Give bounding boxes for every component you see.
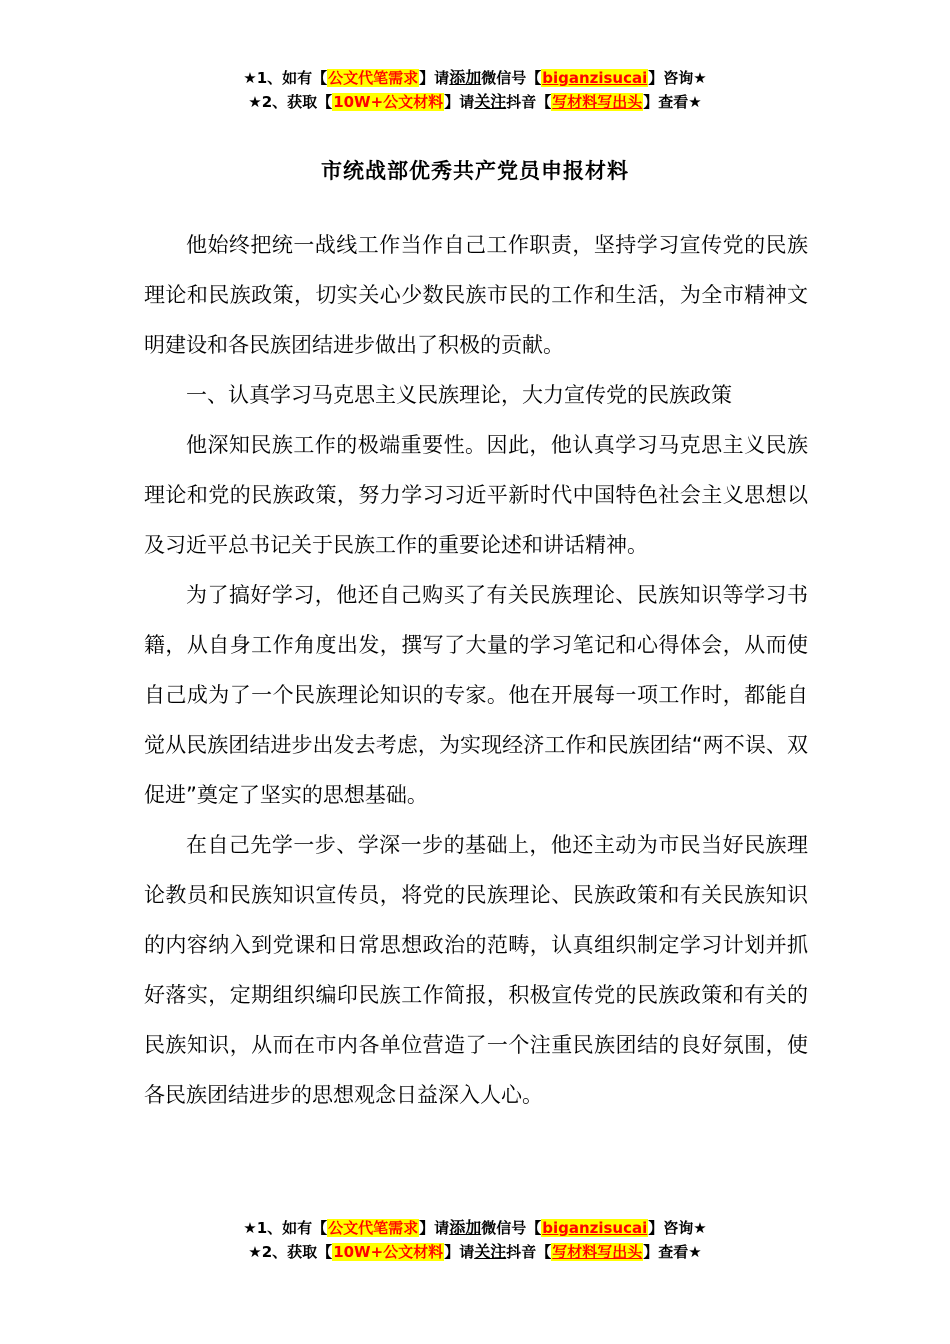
document-body xyxy=(144,220,808,1120)
promo-highlight-douyin-account: 写材料写出头 xyxy=(552,93,643,111)
promo-line-1: ★1、如有【公文代笔需求】请添加微信号【biganzisucai】咨询★ xyxy=(243,1218,707,1237)
document-title: 市统战部优秀共产党员申报材料 xyxy=(321,159,629,183)
promo-highlight-materials: 10W+公文材料 xyxy=(333,93,444,111)
promo-highlight-service: 公文代笔需求 xyxy=(328,69,419,87)
paragraph-intro: 他始终把统一战线工作当作自己工作职责，坚持学习宣传党的民族理论和民族政策，切实关心少数民族市民的工作和生活，为全市精神文明建设和各民族团结进步做出了积极的贡献。 xyxy=(144,233,808,357)
paragraph-self-study: 为了搞好学习，他还自己购买了有关民族理论、民族知识等学习书籍，从自身工作角度出发，撰写了大量的学习笔记和心得体会，从而使自己成为了一个民族理论知识的专家。他在开展每一项工作时，都能自觉从民族团结进步出发去考虑，为实现经济工作和民族团结“两不误、双促进”奠定了坚实的思想基础。 xyxy=(144,583,808,807)
promo-highlight-wechat-id: biganzisucai xyxy=(542,1219,648,1237)
paragraph-promotion: 在自己先学一步、学深一步的基础上，他还主动为市民当好民族理论教员和民族知识宣传员，将党的民族理论、民族政策和有关民族知识的内容纳入到党课和日常思想政治的范畴，认真组织制定学习计划并抓好落实，定期组织编印民族工作简报，积极宣传党的民族政策和有关的民族知识，从而在市内各单位营造了一个注重民族团结的良好氛围，使各民族团结进步的思想观念日益深入人心。 xyxy=(144,833,808,1107)
promo-highlight-service: 公文代笔需求 xyxy=(328,1219,419,1237)
promo-line-2: ★2、获取【10W+公文材料】请关注抖音【写材料写出头】查看★ xyxy=(248,92,702,111)
paragraph-study-importance: 他深知民族工作的极端重要性。因此，他认真学习马克思主义民族理论和党的民族政策，努力学习习近平新时代中国特色社会主义思想以及习近平总书记关于民族工作的重要论述和讲话精神。 xyxy=(144,433,808,557)
promo-highlight-douyin-account: 写材料写出头 xyxy=(552,1243,643,1261)
promo-line-2: ★2、获取【10W+公文材料】请关注抖音【写材料写出头】查看★ xyxy=(248,1242,702,1261)
bottom-promo-banner xyxy=(0,1216,950,1264)
promo-highlight-wechat-id: biganzisucai xyxy=(542,69,648,87)
promo-line-1: ★1、如有【公文代笔需求】请添加微信号【biganzisucai】咨询★ xyxy=(243,68,707,87)
promo-highlight-materials: 10W+公文材料 xyxy=(333,1243,444,1261)
top-promo-banner xyxy=(0,66,950,114)
section-heading-1: 一、认真学习马克思主义民族理论，大力宣传党的民族政策 xyxy=(186,383,732,407)
